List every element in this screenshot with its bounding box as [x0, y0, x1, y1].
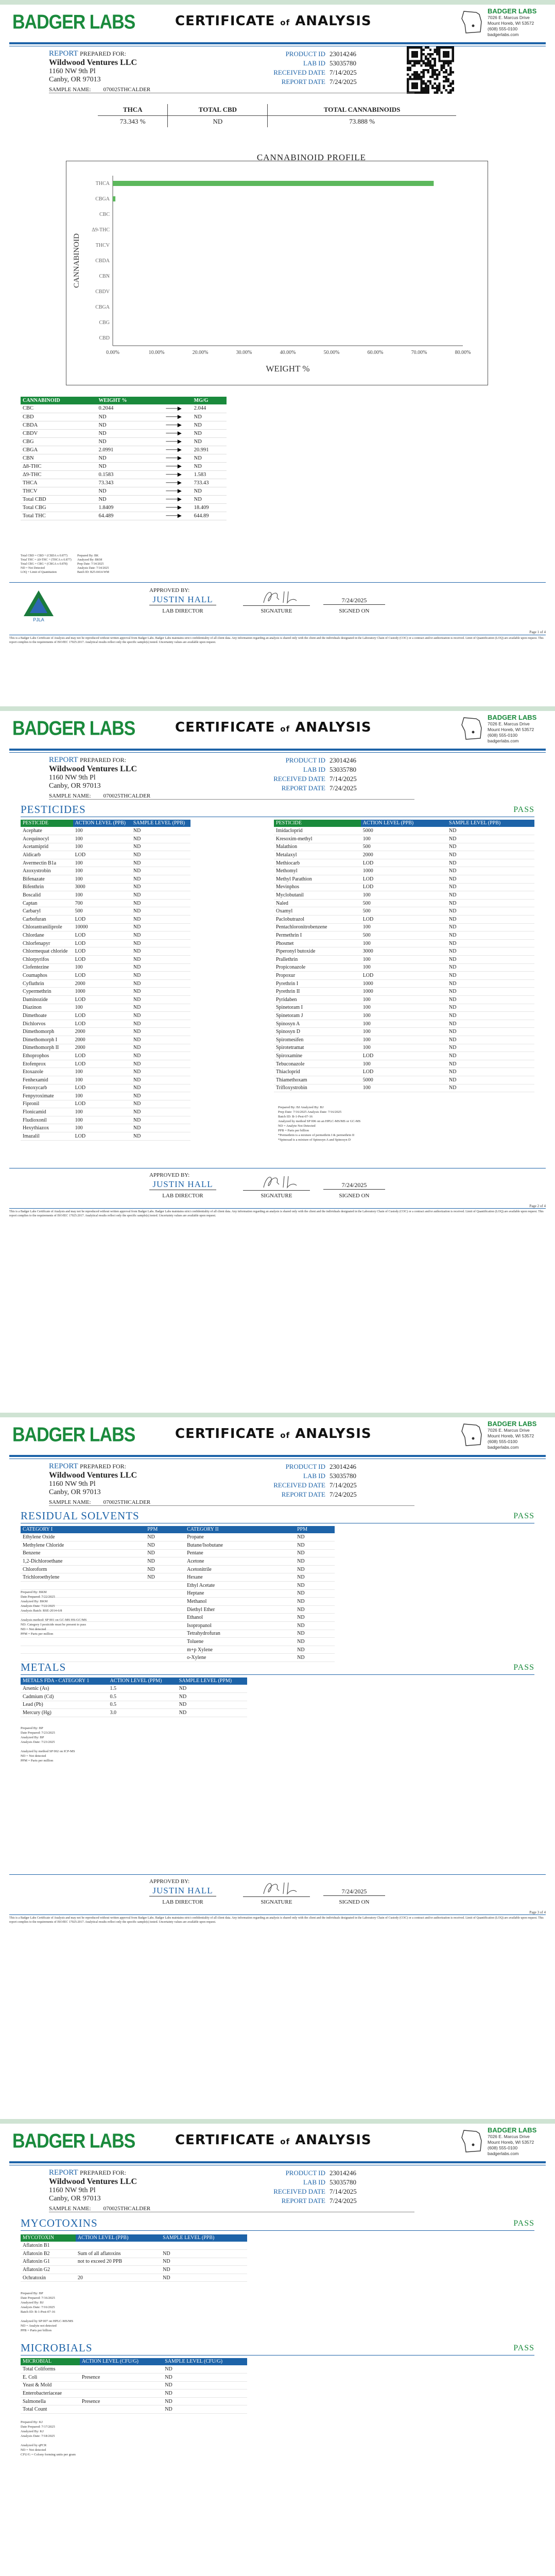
table-row: Cypermethrin 1000 ND	[21, 988, 190, 996]
qr-code[interactable]	[407, 46, 454, 94]
table-row: Total Count ND	[21, 2405, 247, 2414]
potency-row: CBD ND ───▶ ND	[21, 413, 227, 421]
y-tick-label: CBGA	[95, 304, 110, 310]
table-row: Enterobacteriaceae ND	[21, 2389, 247, 2398]
table-row: Yeast & Mold ND	[21, 2381, 247, 2389]
table-row: m+p Xylene ND	[21, 1646, 335, 1654]
table-row: Propiconazole 100 ND	[274, 963, 534, 972]
table-row: o-Xylene ND	[21, 1654, 335, 1662]
potency-row: Δ8-THC ND ───▶ ND	[21, 462, 227, 470]
report-meta: PRODUCT ID 23014246 LAB ID 53035780 RECEIVED DATE 7/14/2025 REPORT DATE 7/24/2025	[273, 50, 357, 86]
table-row: Methyl Parathion LOD ND	[274, 875, 534, 884]
table-row: Flonicamid 100 ND	[21, 1108, 190, 1116]
x-tick-label: 60.00%	[367, 350, 384, 355]
table-row: Pyridaben 100 ND	[274, 995, 534, 1004]
wisconsin-map-icon	[461, 1422, 484, 1448]
table-row: E. Coli Presence ND	[21, 2374, 247, 2382]
badger-labs-logo	[9, 9, 135, 35]
table-row: Etoxazole 100 ND	[21, 1068, 190, 1076]
table-row: Lead (Pb) 0.5 ND	[21, 1701, 247, 1709]
y-tick-label: THCV	[95, 243, 110, 248]
table-row: Spirotetramat 100 ND	[274, 1044, 534, 1052]
metals-table: METALS FDA - CATEGORY 1 ACTION LEVEL (PPM) SAMPLE LEVEL (PPM) Arsenic (As) 1.5 ND Cadmium (Cd) 0.5 ND Lead (Pb) 0.5 ND Mercury (Hg) 3.0 ND	[21, 1677, 247, 1717]
pesticides-table-right: PESTICIDE ACTION LEVEL (PPB) SAMPLE LEVEL (PPB) Imidacloprid 5000 ND Kresoxim-methyl 100 ND Malathion 500 ND Metalaxyl 2000 ND Methiocarb LOD ND Methomyl 1000 ND Methyl Parathion LOD ND Mevinphos LOD ND Myclobutanil 100 ND Naled 500 ND Oxamyl 500 ND Paclobutrazol LOD ND Pentachloronitrobenzene 100 ND Permethrin I 500 ND Phosmet 100 ND Piperonyl butoxide 3000 ND Prallethrin 100 ND Propiconazole 100 ND Propoxur LOD ND Pyrethrin I 1000 ND Pyrethrin II 1000 ND Pyridaben 100 ND Spinetoram I 100 ND Spinetoram J 100 ND Spinosyn A 100 ND Spinosyn D 100 ND Spiromesifen 100 ND Spirotetramat 100 ND Spiroxamine LOD ND Tebuconazole 100 ND Thiacloprid LOD ND Thiamethoxam 5000 ND Trifloxystrobin 100 ND	[274, 820, 534, 1092]
page-title: CERTIFICATE of ANALYSIS	[175, 1426, 372, 1442]
table-row: Spinosyn A 100 ND	[274, 1020, 534, 1028]
potency-table: CANNABINOID WEIGHT % MG/G CBC 0.2044 ───▶ 2.044 CBD ND ───▶ ND CBDA ND ───▶ ND CBDV ND ───▶ ND CBG ND ───▶ ND CBGA 2.0991 ───▶ 20.991 CBN ND ───▶ ND Δ8-THC ND ───▶ ND Δ9-THC 0.1583 ───▶ 1.583 THCA 73.343 ───▶ 733.43 THCV ND ───▶ ND Total CBD ND ───▶ ND Total CBG 1.8409 ───▶ 18.409 Total THC 64.489 ───▶ 644.89	[21, 397, 227, 520]
table-row: Fenpyroximate 100 ND	[21, 1092, 190, 1100]
chart-title: CANNABINOID PROFILE	[256, 152, 367, 162]
microbials-table: MICROBIAL ACTION LEVEL (CFU/G) SAMPLE LEVEL (CFU/G) Total Coliforms ND E. Coli Presence ND Yeast & Mold ND Enterobacteriaceae ND Salmonella Presence ND Total Count ND	[21, 2358, 247, 2414]
table-row: Imidacloprid 5000 ND	[274, 827, 534, 835]
table-row: Aflatoxin B1	[21, 2242, 247, 2250]
table-row: Coumaphos LOD ND	[21, 972, 190, 980]
microbials-notes: Prepared By: KJ Date Prepared: 7/17/2025 Analyzed By: KJ Analysis Date: 7/18/2025 Analyzed by qPCR ND = Not detected CFU/G = Colony forming units per gram	[21, 2420, 76, 2456]
report-meta: PRODUCT ID 23014246 LAB ID 53035780 RECEIVED DATE 7/14/2025 REPORT DATE 7/24/2025	[273, 1463, 357, 1498]
metals-notes: Prepared By: BP Date Prepared: 7/23/2025 Analyzed By: BP Analysis Date: 7/23/2025 Analyzed by method SP 002 on ICP-MS ND = Not detected PPM = Parts per million	[21, 1726, 75, 1762]
solvents-notes: Prepared By: BKM Date Prepared: 7/22/2025 Analyzed By: BKM Analysis Date: 7/22/2025 Analysis Batch: RSE-2014-6/8 Analysis method: SP 001 on GC-MS HS-GC/MS ND: Category I pesticide must be present to pass ND = Not detected PPM = Parts per million	[21, 1590, 87, 1636]
table-row: Ochratoxin 20 ND	[21, 2274, 247, 2282]
table-row: Spinetoram I 100 ND	[274, 1004, 534, 1012]
table-row: Tetrahydrofuran ND	[21, 1630, 335, 1638]
table-row: Methylene Chloride ND Butane/Isobutane ND	[21, 1541, 335, 1550]
table-row: Captan 700 ND	[21, 899, 190, 907]
x-axis-label: WEIGHT %	[266, 364, 310, 374]
badger-labs-logo: BADGER LABS	[12, 1423, 135, 1446]
table-row: Propoxur LOD ND	[274, 972, 534, 980]
table-row: Dichlorvos LOD ND	[21, 1020, 190, 1028]
table-row: Kresoxim-methyl 100 ND	[274, 835, 534, 843]
table-row: Spinosyn D 100 ND	[274, 1028, 534, 1036]
pesticides-status: PASS	[513, 805, 534, 814]
potency-row: THCV ND ───▶ ND	[21, 487, 227, 495]
table-row: Chlorantraniliprole 10000 ND	[21, 923, 190, 931]
wisconsin-map-icon	[461, 9, 484, 35]
table-row: Boscalid 100 ND	[21, 891, 190, 900]
pesticides-section-title: PESTICIDES	[21, 803, 86, 816]
x-tick-label: 30.00%	[236, 350, 252, 355]
potency-prep-notes: Prepared By: BK Analyzed By: BKM Prep Date: 7/14/2025 Analysis Date: 7/14/2025 Batch ID: B25-0414-WM	[77, 554, 109, 574]
signature-image	[243, 588, 310, 606]
table-row: Cadmium (Cd) 0.5 ND	[21, 1693, 247, 1701]
sample-name: SAMPLE NAME: 070025THCALDER	[49, 2206, 151, 2212]
y-tick-label: CBN	[99, 274, 110, 279]
solvents-status: PASS	[513, 1512, 534, 1520]
lab-address-block: BADGER LABS 7026 E. Marcus Drive Mount Horeb, WI 53572 (608) 555-0100 badgerlabs.com	[461, 1420, 546, 1450]
table-row: Daminozide LOD ND	[21, 995, 190, 1004]
table-row: Dimethomorph 2000 ND	[21, 1028, 190, 1036]
table-row: Fludioxonil 100 ND	[21, 1116, 190, 1124]
chart-svg	[66, 161, 488, 385]
x-tick-label: 50.00%	[323, 350, 340, 355]
table-row: Tebuconazole 100 ND	[274, 1060, 534, 1068]
client-block: REPORT PREPARED FOR: Wildwood Ventures LLC 1160 NW 9th Pl Canby, OR 97013	[49, 756, 137, 790]
table-row: Permethrin I 500 ND	[274, 931, 534, 940]
table-row: Spiromesifen 100 ND	[274, 1036, 534, 1044]
potency-row: Total CBG 1.8409 ───▶ 18.409	[21, 503, 227, 512]
potency-row: CBDA ND ───▶ ND	[21, 421, 227, 429]
wisconsin-map-icon	[461, 2128, 484, 2154]
table-row: Mercury (Hg) 3.0 ND	[21, 1709, 247, 1717]
chart-axes	[113, 176, 463, 346]
table-row: Hexythiazox 100 ND	[21, 1124, 190, 1132]
page-top-band	[0, 0, 555, 5]
table-row: Trifloxystrobin 100 ND	[274, 1084, 534, 1092]
logo-text: BADGER LABS	[12, 10, 135, 33]
table-row: Spinetoram J 100 ND	[274, 1012, 534, 1020]
client-block: REPORT PREPARED FOR: Wildwood Ventures LLC 1160 NW 9th Pl Canby, OR 97013	[49, 1462, 137, 1496]
table-row: Paclobutrazol LOD ND	[274, 916, 534, 924]
table-row: Dimethoate LOD ND	[21, 1012, 190, 1020]
table-row: Thiamethoxam 5000 ND	[274, 1076, 534, 1084]
potency-row: CBDV ND ───▶ ND	[21, 429, 227, 437]
table-row: Mevinphos LOD ND	[274, 883, 534, 891]
table-row: Diethyl Ether ND	[21, 1605, 335, 1614]
microbials-section-title: MICROBIALS	[21, 2342, 93, 2354]
y-tick-label: CBG	[99, 320, 110, 326]
sample-name: SAMPLE NAME: 070025THCALDER	[49, 1499, 151, 1505]
pjla-label: PJLA	[33, 617, 44, 622]
approval-block: APPROVED BY: JUSTIN HALL LAB DIRECTOR SIGNATURE 7/24/2025 SIGNED ON	[0, 1172, 555, 1213]
x-tick-label: 80.00%	[455, 350, 471, 355]
table-row: Benzene ND Pentane ND	[21, 1549, 335, 1557]
x-tick-label: 10.00%	[148, 350, 165, 355]
table-row: Toluene ND	[21, 1638, 335, 1646]
table-row: Fenhexamid 100 ND	[21, 1076, 190, 1084]
table-row: Salmonella Presence ND	[21, 2397, 247, 2405]
table-row: 1,2-Dichloroethane ND Acetone ND	[21, 1557, 335, 1566]
microbials-status: PASS	[513, 2344, 534, 2352]
table-row: Cyfluthrin 2000 ND	[21, 979, 190, 988]
table-row: Acequinocyl 100 ND	[21, 835, 190, 843]
mycotoxins-section-title: MYCOTOXINS	[21, 2217, 98, 2229]
x-tick-label: 20.00%	[192, 350, 209, 355]
table-row: Chlordane LOD ND	[21, 931, 190, 940]
table-row: Etofenprox LOD ND	[21, 1060, 190, 1068]
table-row: Aldicarb LOD ND	[21, 851, 190, 859]
page-number: Page 2 of 4	[529, 1204, 546, 1208]
table-row: Acephate 100 ND	[21, 827, 190, 835]
approval-block: APPROVED BY: JUSTIN HALL LAB DIRECTOR SIGNATURE 7/24/2025 SIGNED ON	[0, 1878, 555, 1920]
table-row: Methiocarb LOD ND	[274, 859, 534, 867]
table-row: Malathion 500 ND	[274, 843, 534, 851]
table-row: Total Coliforms ND	[21, 2365, 247, 2374]
page-title: CERTIFICATE of ANALYSIS	[175, 13, 372, 29]
sample-name: SAMPLE NAME: 070025THCALDER	[49, 793, 151, 799]
solvents-table: CATEGORY I PPM CATEGORY II PPM Ethylene Oxide ND Propane ND Methylene Chloride ND Butane/Isobutane ND Benzene ND Pentane ND 1,2-Dichloroethane ND Acetone ND Chloroform ND Acetonitrile ND Trichloroethylene ND Hexane ND Ethyl Acetate ND Heptane ND Methanol ND Diethyl Ether ND Ethanol ND Isopropanol ND Tetrahydrofuran ND Toluene ND m+p Xylene ND o-Xylene ND	[21, 1526, 335, 1662]
table-row: Chlorpyrifos LOD ND	[21, 956, 190, 964]
approval-block: APPROVED BY: JUSTIN HALL LAB DIRECTOR SIGNATURE 7/24/2025 SIGNED ON	[0, 587, 555, 629]
x-tick-label: 40.00%	[280, 350, 296, 355]
page-number: Page 3 of 4	[529, 1910, 546, 1914]
approver-name: JUSTIN HALL	[149, 595, 216, 605]
page-title: CERTIFICATE of ANALYSIS	[175, 2132, 372, 2148]
y-axis-label: CANNABINOID	[73, 233, 81, 288]
table-row: Phosmet 100 ND	[274, 939, 534, 947]
bar	[113, 196, 115, 201]
table-row: Acetamiprid 100 ND	[21, 843, 190, 851]
table-row: Isopropanol ND	[21, 1622, 335, 1630]
table-row: Aflatoxin G1 not to exceed 20 PPB ND	[21, 2258, 247, 2266]
potency-notes: Total CBD = CBD + (CBDA x 0.877) Total THC = Δ9-THC + (THCA x 0.877) Total CBG = CBG + (CBGA x 0.878) ND = Not Detected LOQ = Limit of Quantitation	[21, 554, 72, 574]
potency-row: Total THC 64.489 ───▶ 644.89	[21, 512, 227, 520]
potency-row: Total CBD ND ───▶ ND	[21, 495, 227, 503]
y-tick-label: THCA	[95, 181, 110, 187]
table-row: Bifenthrin 3000 ND	[21, 883, 190, 891]
table-row: Pyrethrin II 1000 ND	[274, 988, 534, 996]
table-row: Chloroform ND Acetonitrile ND	[21, 1565, 335, 1573]
potency-row: CBG ND ───▶ ND	[21, 437, 227, 446]
signature-image	[243, 1879, 310, 1897]
table-row: Oxamyl 500 ND	[274, 907, 534, 916]
client-name: Wildwood Ventures LLC	[49, 58, 137, 67]
table-row: Dimethomorph II 2000 ND	[21, 1044, 190, 1052]
badger-labs-logo: BADGER LABS	[12, 2129, 135, 2153]
potency-row: Δ9-THC 0.1583 ───▶ 1.583	[21, 470, 227, 479]
wisconsin-map-icon	[461, 716, 484, 741]
table-row: Pentachloronitrobenzene 100 ND	[274, 923, 534, 931]
table-row: Methanol ND	[21, 1598, 335, 1606]
table-row: Carbaryl 500 ND	[21, 907, 190, 916]
table-row: Chlormequat chloride LOD ND	[21, 947, 190, 956]
badger-labs-logo: BADGER LABS	[12, 717, 135, 740]
potency-row: THCA 73.343 ───▶ 733.43	[21, 479, 227, 487]
page-number: Page 1 of 4	[529, 630, 546, 634]
table-row: Metalaxyl 2000 ND	[274, 851, 534, 859]
y-tick-label: CBGA	[95, 196, 110, 202]
metals-status: PASS	[513, 1663, 534, 1672]
table-row: Aflatoxin G2 ND	[21, 2266, 247, 2274]
table-row: Myclobutanil 100 ND	[274, 891, 534, 900]
lab-address-block: BADGER LABS 7026 E. Marcus Drive Mount Horeb, WI 53572 (608) 555-0100 badgerlabs.com	[461, 2126, 546, 2156]
table-row: Imazalil LOD ND	[21, 1132, 190, 1141]
potency-row: CBC 0.2044 ───▶ 2.044	[21, 404, 227, 413]
client-block: REPORT PREPARED FOR: Wildwood Ventures LLC 1160 NW 9th Pl Canby, OR 97013	[49, 49, 255, 84]
table-row: Carbofuran LOD ND	[21, 916, 190, 924]
table-row: Ethyl Acetate ND	[21, 1582, 335, 1590]
table-row: Ethanol ND	[21, 1614, 335, 1622]
metals-section-title: METALS	[21, 1661, 66, 1673]
y-tick-label: CBD	[99, 335, 110, 341]
page-title: CERTIFICATE of ANALYSIS	[175, 720, 372, 735]
y-tick-label: Δ9-THC	[92, 227, 110, 233]
report-meta: PRODUCT ID 23014246 LAB ID 53035780 RECEIVED DATE 7/14/2025 REPORT DATE 7/24/2025	[273, 756, 357, 792]
table-row: Bifenazate 100 ND	[21, 875, 190, 884]
pesticides-table-left: PESTICIDE ACTION LEVEL (PPB) SAMPLE LEVEL (PPB) Acephate 100 ND Acequinocyl 100 ND Acetamiprid 100 ND Aldicarb LOD ND Avermectin B1a 100 ND Azoxystrobin 100 ND Bifenazate 100 ND Bifenthrin 3000 ND Boscalid 100 ND Captan 700 ND Carbaryl 500 ND Carbofuran LOD ND Chlorantraniliprole 10000 ND Chlordane LOD ND Chlorfenapyr LOD ND Chlormequat chloride LOD ND Chlorpyrifos LOD ND Clofentezine 100 ND Coumaphos LOD ND Cyfluthrin 2000 ND Cypermethrin 1000 ND Daminozide LOD ND Diazinon 100 ND Dimethoate LOD ND Dichlorvos LOD ND Dimethomorph 2000 ND Dimethomorph I 2000 ND Dimethomorph II 2000 ND Ethoprophos LOD ND Etofenprox LOD ND Etoxazole 100 ND Fenhexamid 100 ND Fenoxycarb LOD ND Fenpyroximate 100 ND Fipronil LOD ND Flonicamid 100 ND Fludioxonil 100 ND Hexythiazox 100 ND Imazalil LOD ND	[21, 820, 190, 1141]
table-row: Diazinon 100 ND	[21, 1004, 190, 1012]
table-row: Azoxystrobin 100 ND	[21, 867, 190, 875]
y-tick-label: CBC	[99, 212, 110, 217]
lab-address-block: BADGER LABS 7026 E. Marcus Drive Mount Horeb, WI 53572 (608) 555-0100 badgerlabs.com	[461, 714, 546, 743]
page-4	[0, 2119, 555, 2576]
mycotoxins-status: PASS	[513, 2219, 534, 2228]
table-row: Heptane ND	[21, 1589, 335, 1598]
table-row: Chlorfenapyr LOD ND	[21, 939, 190, 947]
signature-image	[243, 1173, 310, 1191]
lab-address-block: BADGER LABS 7026 E. Marcus Drive Mount Horeb, WI 53572 (608) 555-0100 badgerlabs.com	[461, 7, 546, 37]
y-tick-label: CBDA	[95, 258, 110, 264]
table-row: Clofentezine 100 ND	[21, 963, 190, 972]
x-tick-label: 70.00%	[411, 350, 427, 355]
page-1	[0, 0, 555, 706]
totals-table: THCA TOTAL CBD TOTAL CANNABINOIDS 73.343 % ND 73.888 %	[98, 104, 456, 127]
mycotoxins-notes: Prepared By: BP Date Prepared: 7/16/2025 Analyzed By: BJ Analysis Date: 7/16/2025 Batch ID: B-1-Pest-07-16 Analyzed by SP 007 on HPLC-MS/MS ND = Analyte not detected PPB = Parts per billion	[21, 2292, 74, 2332]
solvents-section-title: RESIDUAL SOLVENTS	[21, 1510, 140, 1522]
sample-name: SAMPLE NAME: 070025THCALDER	[49, 87, 151, 93]
cannabinoid-profile-chart	[66, 161, 488, 385]
mycotoxins-table: MYCOTOXIN ACTION LEVEL (PPB) SAMPLE LEVEL (PPB) Aflatoxin B1 Aflatoxin B2 Sum of all aflatoxins ND Aflatoxin G1 not to exceed 20 PPB ND Aflatoxin G2 ND Ochratoxin 20 ND	[21, 2234, 247, 2282]
table-row: Pyrethrin I 1000 ND	[274, 979, 534, 988]
table-row: Spiroxamine LOD ND	[274, 1052, 534, 1060]
table-row: Piperonyl butoxide 3000 ND	[274, 947, 534, 956]
client-block: REPORT PREPARED FOR: Wildwood Ventures LLC 1160 NW 9th Pl Canby, OR 97013	[49, 2168, 137, 2202]
table-row: Fenoxycarb LOD ND	[21, 1084, 190, 1092]
table-row: Avermectin B1a 100 ND	[21, 859, 190, 867]
bar	[113, 181, 433, 186]
y-tick-label: CBDV	[95, 289, 110, 295]
potency-row: CBGA 2.0991 ───▶ 20.991	[21, 446, 227, 454]
table-row: Arsenic (As) 1.5 ND	[21, 1685, 247, 1693]
table-row: Ethoprophos LOD ND	[21, 1052, 190, 1060]
pesticides-notes: Prepared By: BJ Analyzed By: BJ Prep Date: 7/16/2025 Analysis Date: 7/16/2025 Batch ID: B-1-Pest-07-16 Analyzed by method SP 006 on an HPLC-MS/MS or GC-MS ND = Analyte Not Detected PPB = Parts per billion *Permethrin is a mixture of permethrin I & permethrin II *Spinosad is a mixture of Spinosyn A and Spinosyn D	[278, 1106, 361, 1142]
potency-row: CBN ND ───▶ ND	[21, 454, 227, 462]
page-3: BADGER LABS CERTIFICATE of ANALYSIS BADGER LABS 7026 E. Marcus Drive Mount Horeb, WI 53572 (608) 555-0100 badgerlabs.com REPORT PREPARED FOR: Wildwood Ventures LLC 1160 NW 9th Pl Canby, OR 97013 PRODUCT ID 23014246 LAB ID 53035780 RECEIVED DATE 7/14/2025 REPORT DATE 7/24/2025 SAMPLE NAME: 070025THCALDER RESIDUAL SOLVENTS PASS CATEGORY I PPM CATEGORY II PPM Ethylene Oxide ND Propane ND Methylene Chloride ND Butane/Isobutane ND Benzene ND Pentane ND 1,2-Dichloroethane ND Acetone ND Chloroform ND Acetonitrile ND Trichloroethylene ND Hexane ND Ethyl Acetate ND Heptane ND Methanol ND Diethyl Ether ND Ethanol ND Isopropanol ND Tetrahydrofuran ND Toluene ND m+p Xylene ND o-Xylene ND Prepared By: BKM Date Prepared: 7/22/2025 Analyzed By: BKM Analysis Date: 7/22/2025 Analysis Batch: RSE-2014-6/8 Analysis method: SP 001 on GC-MS HS-GC/MS ND: Category I pesticide must be present to pass ND = Not detected PPM = Parts per million METALS PASS METALS FDA - CATEGORY 1 ACTION LEVEL (PPM) SAMPLE LEVEL (PPM) Arsenic (As) 1.5 ND Cadmium (Cd) 0.5 ND Lead (Pb) 0.5 ND Mercury (Hg) 3.0 ND Prepared By: BP Date Prepared: 7/23/2025 Analyzed By: BP Analysis Date: 7/23/2025 Analyzed by method SP 002 on ICP-MS ND = Not detected PPM = Parts per million APPROVED BY: JUSTIN HALL LAB DIRECTOR SIGNATURE 7/24/2025 SIGNED ON Page 3 of 4 This is a Badger Labs Certificate of Analysis and may not be reproduced without written approval from Badger Labs. Badger Labs maintains strict confidentiality of all client data. Any information regarding an analysis is shared only with the client and the individuals designated in the Laboratory Chain of Custody (COC) or a contract and/or authorization is received. Limit of Quantification (LOQ) are available upon request. This report complies to the requirements of ISO/IEC 17025:2017. Analytical results reflect only the specific sample(s) tested. Uncertainty values are available upon request.	[0, 1413, 555, 2119]
table-row: Fipronil LOD ND	[21, 1100, 190, 1108]
page-2: BADGER LABS CERTIFICATE of ANALYSIS BADGER LABS 7026 E. Marcus Drive Mount Horeb, WI 53572 (608) 555-0100 badgerlabs.com REPORT PREPARED FOR: Wildwood Ventures LLC 1160 NW 9th Pl Canby, OR 97013 PRODUCT ID 23014246 LAB ID 53035780 RECEIVED DATE 7/14/2025 REPORT DATE 7/24/2025 SAMPLE NAME: 070025THCALDER PESTICIDES PASS PESTICIDE ACTION LEVEL (PPB) SAMPLE LEVEL (PPB) Acephate 100 ND Acequinocyl 100 ND Acetamiprid 100 ND Aldicarb LOD ND Avermectin B1a 100 ND Azoxystrobin 100 ND Bifenazate 100 ND Bifenthrin 3000 ND Boscalid 100 ND Captan 700 ND Carbaryl 500 ND Carbofuran LOD ND Chlorantraniliprole 10000 ND Chlordane LOD ND Chlorfenapyr LOD ND Chlormequat chloride LOD ND Chlorpyrifos LOD ND Clofentezine 100 ND Coumaphos LOD ND Cyfluthrin 2000 ND Cypermethrin 1000 ND Daminozide LOD ND Diazinon 100 ND Dimethoate LOD ND Dichlorvos LOD ND Dimethomorph 2000 ND Dimethomorph I 2000 ND Dimethomorph II 2000 ND Ethoprophos LOD ND Etofenprox LOD ND Etoxazole 100 ND Fenhexamid 100 ND Fenoxycarb LOD ND Fenpyroximate 100 ND Fipronil LOD ND Flonicamid 100 ND Fludioxonil 100 ND Hexythiazox 100 ND Imazalil LOD ND PESTICIDE ACTION LEVEL (PPB) SAMPLE LEVEL (PPB) Imidacloprid 5000 ND Kresoxim-methyl 100 ND Malathion 500 ND Metalaxyl 2000 ND Methiocarb LOD ND Methomyl 1000 ND Methyl Parathion LOD ND Mevinphos LOD ND Myclobutanil 100 ND Naled 500 ND Oxamyl 500 ND Paclobutrazol LOD ND Pentachloronitrobenzene 100 ND Permethrin I 500 ND Phosmet 100 ND Piperonyl butoxide 3000 ND Prallethrin 100 ND Propiconazole 100 ND Propoxur LOD ND Pyrethrin I 1000 ND Pyrethrin II 1000 ND Pyridaben 100 ND Spinetoram I 100 ND Spinetoram J 100 ND Spinosyn A 100 ND Spinosyn D 100 ND Spiromesifen 100 ND Spirotetramat 100 ND Spiroxamine LOD ND Tebuconazole 100 ND Thiacloprid LOD ND Thiamethoxam 5000 ND Trifloxystrobin 100 ND Prepared By: BJ Analyzed By: BJ Prep Date: 7/16/2025 Analysis Date: 7/16/2025 Batch ID: B-1-Pest-07-16 Analyzed by method SP 006 on an HPLC-MS/MS or GC-MS ND = Analyte Not Detected PPB = Parts per billion *Permethrin is a mixture of permethrin I & permethrin II *Spinosad is a mixture of Spinosyn A and Spinosyn D APPROVED BY: JUSTIN HALL LAB DIRECTOR SIGNATURE 7/24/2025 SIGNED ON Page 2 of 4 This is a Badger Labs Certificate of Analysis and may not be reproduced without written approval from Badger Labs. Badger Labs maintains strict confidentiality of all client data. Any information regarding an analysis is shared only with the client and the individuals designated in the Laboratory Chain of Custody (COC) or a contract and/or authorization is received. Limit of Quantification (LOQ) are available upon request. This report complies to the requirements of ISO/IEC 17025:2017. Analytical results reflect only the specific sample(s) tested. Uncertainty values are available upon request.	[0, 706, 555, 1413]
table-row: Prallethrin 100 ND	[274, 956, 534, 964]
table-row: Methomyl 1000 ND	[274, 867, 534, 875]
table-row: Aflatoxin B2 Sum of all aflatoxins ND	[21, 2250, 247, 2258]
x-tick-label: 0.00%	[106, 350, 119, 355]
table-row: Ethylene Oxide ND Propane ND	[21, 1533, 335, 1541]
table-row: Trichloroethylene ND Hexane ND	[21, 1573, 335, 1582]
fine-print: This is a Badger Labs Certificate of Analysis and may not be reproduced without written approval from Badger Labs. Badger Labs maintains strict confidentiality of all client data. Any information regarding an analysis is shared only with the client and the individuals designated in the Laboratory Chain of Custody (COC) or a contract and/or authorization is received. Limit of Quantification (LOQ) are available upon request. This report complies to the requirements of ISO/IEC 17025:2017. Analytical results reflect only the specific sample(s) tested. Uncertainty values are available upon request.	[9, 637, 544, 644]
table-row: Naled 500 ND	[274, 899, 534, 907]
table-row: Thiacloprid LOD ND	[274, 1068, 534, 1076]
table-row: Dimethomorph I 2000 ND	[21, 1036, 190, 1044]
report-meta: PRODUCT ID 23014246 LAB ID 53035780 RECEIVED DATE 7/14/2025 REPORT DATE 7/24/2025	[273, 2169, 357, 2205]
